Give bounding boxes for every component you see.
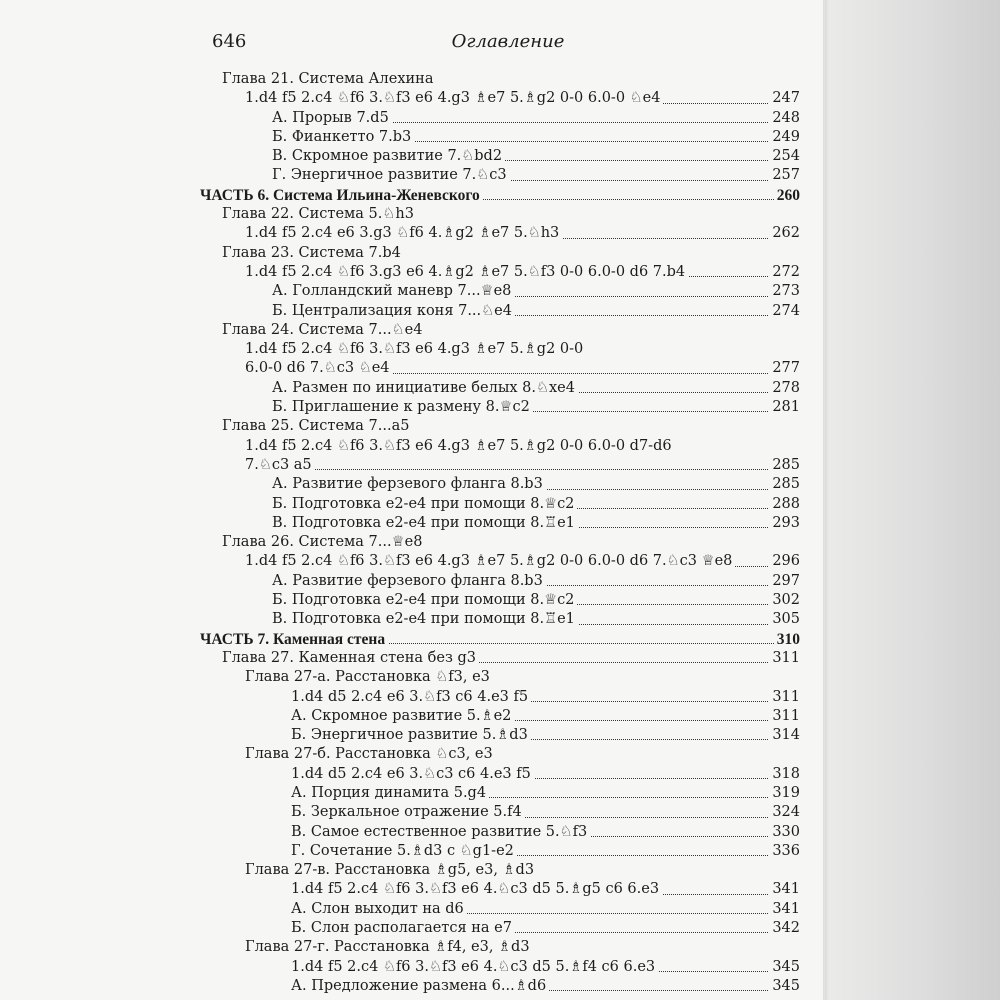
toc-entry-title: 1.d4 d5 2.c4 e6 3.♘c3 c6 4.e3 f5 [291,765,534,784]
toc-entry [200,803,800,822]
book-spine-shadow [825,0,1000,1000]
toc-entry-title: 1.d4 f5 2.c4 e6 3.g3 ♘f6 4.♗g2 ♗e7 5.♘h3 [245,224,562,243]
toc-entry [200,784,800,803]
table-of-contents [200,70,800,996]
toc-entry-title: Г. Сочетание 5.♗d3 с ♘g1-e2 [291,842,517,861]
toc-page-number: 272 [769,263,800,282]
toc-entry [200,302,800,321]
toc-page-number: 319 [769,784,800,803]
toc-entry-title: Б. Централизация коня 7...♘e4 [272,302,515,321]
toc-entry [200,765,800,784]
toc-entry-title: Глава 26. Система 7...♕e8 [222,533,425,552]
toc-entry-title: Б. Подготовка e2-e4 при помощи 8.♕c2 [272,591,577,610]
toc-entry-title: В. Скромное развитие 7.♘bd2 [272,147,505,166]
toc-entry [200,398,800,417]
toc-entry-title: 7.♘c3 a5 [245,456,315,475]
toc-entry [200,688,800,707]
page-edge [823,0,829,1000]
toc-entry-title: Б. Подготовка e2-e4 при помощи 8.♕c2 [272,495,577,514]
toc-entry [200,823,800,842]
toc-entry-title: Глава 27-б. Расстановка ♘c3, e3 [245,745,496,764]
toc-entry [200,109,800,128]
toc-part-heading [200,186,800,205]
toc-entry-title: Глава 27. Каменная стена без g3 [222,649,479,668]
toc-entry [200,475,800,494]
toc-page-number: 341 [769,880,800,899]
toc-page-number: 314 [769,726,800,745]
toc-entry-title: Глава 27-в. Расстановка ♗g5, e3, ♗d3 [245,861,537,880]
toc-entry [200,321,800,340]
toc-entry [200,456,800,475]
toc-entry-title: 1.d4 f5 2.c4 ♘f6 3.♘f3 e6 4.g3 ♗e7 5.♗g2 0-0 6.0-0 d7-d6 [245,437,675,456]
toc-entry-title: Глава 23. Система 7.b4 [222,244,404,263]
toc-entry [200,533,800,552]
toc-entry [200,263,800,282]
toc-entry [200,128,800,147]
toc-page-number: 262 [769,224,800,243]
toc-entry [200,726,800,745]
toc-page-number: 285 [769,475,800,494]
toc-entry-title: А. Скромное развитие 5.♗e2 [291,707,514,726]
toc-page-number: 310 [774,630,800,649]
toc-page-number: 297 [769,572,800,591]
toc-page-number: 248 [769,109,800,128]
toc-page-number: 274 [769,302,800,321]
toc-entry [200,417,800,436]
toc-page-number: 257 [769,166,800,185]
toc-entry-title: Глава 27-а. Расстановка ♘f3, e3 [245,668,493,687]
toc-page-number: 285 [769,456,800,475]
toc-part-heading [200,630,800,649]
toc-entry-title: Б. Слон располагается на e7 [291,919,515,938]
toc-entry-title: Глава 25. Система 7...a5 [222,417,412,436]
toc-entry [200,359,800,378]
toc-entry [200,437,800,456]
toc-entry [200,205,800,224]
toc-page-number: 311 [769,649,800,668]
toc-entry [200,514,800,533]
toc-entry-title: 1.d4 f5 2.c4 ♘f6 3.♘f3 e6 4.♘c3 d5 5.♗g5 c6 6.e3 [291,880,662,899]
toc-page-number: 249 [769,128,800,147]
toc-entry-title: В. Подготовка e2-e4 при помощи 8.♖e1 [272,514,578,533]
toc-entry-title: А. Развитие ферзевого фланга 8.b3 [272,572,546,591]
toc-entry-title: А. Прорыв 7.d5 [272,109,392,128]
toc-entry [200,70,800,89]
toc-entry [200,649,800,668]
toc-entry-title: 1.d4 f5 2.c4 ♘f6 3.g3 e6 4.♗g2 ♗e7 5.♘f3 0-0 6.0-0 d6 7.b4 [245,263,688,282]
toc-entry [200,938,800,957]
toc-entry-title: Б. Приглашение к размену 8.♕c2 [272,398,533,417]
toc-entry [200,919,800,938]
toc-entry-title: Г. Энергичное развитие 7.♘c3 [272,166,510,185]
toc-entry [200,668,800,687]
toc-page-number: 330 [769,823,800,842]
toc-page-number: 277 [769,359,800,378]
toc-entry-title: Б. Фианкетто 7.b3 [272,128,414,147]
toc-page-number: 278 [769,379,800,398]
toc-page-number: 288 [769,495,800,514]
toc-page-number: 311 [769,707,800,726]
toc-entry-title: 1.d4 f5 2.c4 ♘f6 3.♘f3 e6 4.g3 ♗e7 5.♗g2 0-0 6.0-0 ♘e4 [245,89,663,108]
toc-entry-title: 1.d4 d5 2.c4 e6 3.♘f3 c6 4.e3 f5 [291,688,531,707]
toc-page-number: 305 [769,610,800,629]
toc-entry-title: Глава 22. Система 5.♘h3 [222,205,417,224]
toc-entry [200,147,800,166]
toc-entry [200,244,800,263]
toc-page-number: 341 [769,900,800,919]
toc-entry-title: А. Развитие ферзевого фланга 8.b3 [272,475,546,494]
toc-page-number: 302 [769,591,800,610]
toc-page-number: 260 [774,186,800,205]
toc-entry [200,282,800,301]
toc-entry-title: Глава 27-г. Расстановка ♗f4, e3, ♗d3 [245,938,533,957]
toc-entry-title: А. Голландский маневр 7...♕e8 [272,282,514,301]
toc-page-number: 318 [769,765,800,784]
toc-entry [200,745,800,764]
toc-entry [200,495,800,514]
toc-page-number: 345 [769,977,800,996]
toc-page-number: 247 [769,89,800,108]
toc-entry-title: А. Порция динамита 5.g4 [291,784,489,803]
toc-entry [200,900,800,919]
toc-entry-title: 1.d4 f5 2.c4 ♘f6 3.♘f3 e6 4.♘c3 d5 5.♗f4 c6 6.e3 [291,958,658,977]
toc-page-number: 293 [769,514,800,533]
toc-entry-title: 1.d4 f5 2.c4 ♘f6 3.♘f3 e6 4.g3 ♗e7 5.♗g2 0-0 [245,340,586,359]
toc-entry [200,166,800,185]
toc-entry-title: Глава 24. Система 7...♘e4 [222,321,425,340]
toc-entry-title: ЧАСТЬ 7. Каменная стена [200,630,388,649]
toc-entry [200,591,800,610]
toc-entry-title: А. Предложение размена 6...♗d6 [291,977,549,996]
toc-entry [200,707,800,726]
toc-entry [200,842,800,861]
toc-entry-title: В. Подготовка e2-e4 при помощи 8.♖e1 [272,610,578,629]
toc-entry [200,340,800,359]
toc-entry [200,572,800,591]
toc-entry-title: А. Слон выходит на d6 [291,900,467,919]
page-header [212,31,804,57]
toc-entry [200,958,800,977]
toc-entry [200,977,800,996]
toc-entry [200,224,800,243]
toc-entry [200,89,800,108]
toc-entry-title: 6.0-0 d6 7.♘c3 ♘e4 [245,359,393,378]
toc-entry-title: В. Самое естественное развитие 5.♘f3 [291,823,590,842]
toc-page-number: 273 [769,282,800,301]
toc-page-number: 254 [769,147,800,166]
toc-page-number: 281 [769,398,800,417]
toc-page-number: 345 [769,958,800,977]
toc-leader-dots [245,469,800,470]
toc-page-number: 342 [769,919,800,938]
toc-entry [200,379,800,398]
toc-page-number: 324 [769,803,800,822]
toc-entry-title: Б. Зеркальное отражение 5.f4 [291,803,525,822]
toc-page-number: 336 [769,842,800,861]
toc-entry-title: ЧАСТЬ 6. Система Ильина-Женевского [200,186,483,205]
running-title: Оглавление [451,31,565,52]
toc-entry [200,880,800,899]
toc-page-number: 296 [769,552,800,571]
page-number: 646 [212,31,247,52]
toc-entry-title: Б. Энергичное развитие 5.♗d3 [291,726,531,745]
toc-entry-title: Глава 21. Система Алехина [222,70,436,89]
toc-entry-title: А. Размен по инициативе белых 8.♘xe4 [272,379,578,398]
toc-entry [200,610,800,629]
toc-entry [200,861,800,880]
toc-entry [200,552,800,571]
toc-entry-title: 1.d4 f5 2.c4 ♘f6 3.♘f3 e6 4.g3 ♗e7 5.♗g2 0-0 6.0-0 d6 7.♘c3 ♕e8 [245,552,735,571]
toc-page-number: 311 [769,688,800,707]
